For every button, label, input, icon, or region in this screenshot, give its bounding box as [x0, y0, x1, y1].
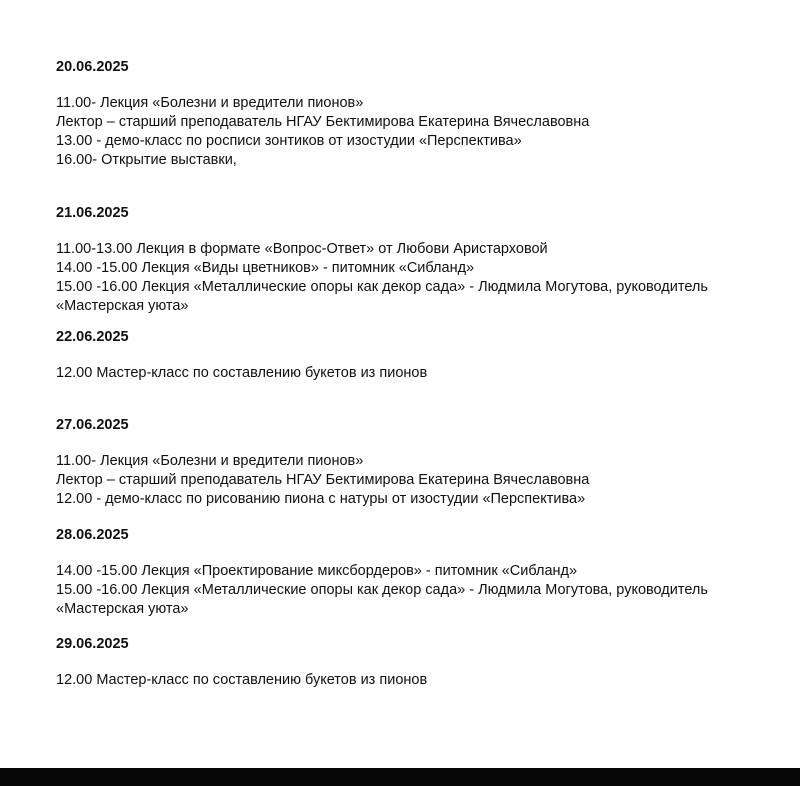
event-line: 11.00- Лекция «Болезни и вредители пионов»: [56, 453, 364, 469]
event-line: Лектор – старший преподаватель НГАУ Бектимирова Екатерина Вячеславовна: [56, 114, 590, 130]
event-line: 14.00 -15.00 Лекция «Виды цветников» - питомник «Сибланд»: [56, 260, 475, 276]
day-section: [56, 635, 427, 690]
day-section: [56, 328, 427, 383]
event-line: 11.00- Лекция «Болезни и вредители пионов»: [56, 95, 364, 111]
event-line: 11.00-13.00 Лекция в формате «Вопрос-Ответ» от Любови Аристарховой: [56, 241, 548, 257]
event-line: «Мастерская уюта»: [56, 601, 189, 617]
event-line: 13.00 - демо-класс по росписи зонтиков от изостудии «Перспектива»: [56, 133, 522, 149]
day-section: [56, 526, 708, 619]
day-section: [56, 416, 589, 509]
day-date: 20.06.2025: [56, 59, 129, 75]
event-line: 14.00 -15.00 Лекция «Проектирование миксбордеров» - питомник «Сибланд»: [56, 563, 578, 579]
event-line: Лектор – старший преподаватель НГАУ Бектимирова Екатерина Вячеславовна: [56, 472, 590, 488]
day-date: 21.06.2025: [56, 205, 129, 221]
event-line: 12.00 Мастер-класс по составлению букетов из пионов: [56, 672, 428, 688]
day-section: [56, 58, 589, 170]
event-line: 15.00 -16.00 Лекция «Металлические опоры как декор сада» - Людмила Могутова, руководитель: [56, 279, 708, 295]
bottom-bar: [0, 768, 800, 786]
event-line: «Мастерская уюта»: [56, 298, 189, 314]
event-line: 12.00 - демо-класс по рисованию пиона с натуры от изостудии «Перспектива»: [56, 491, 586, 507]
event-line: 15.00 -16.00 Лекция «Металлические опоры как декор сада» - Людмила Могутова, руководитель: [56, 582, 708, 598]
day-date: 28.06.2025: [56, 527, 129, 543]
event-line: 12.00 Мастер-класс по составлению букетов из пионов: [56, 365, 428, 381]
day-date: 29.06.2025: [56, 636, 129, 652]
event-line: 16.00- Открытие выставки,: [56, 152, 237, 168]
day-date: 27.06.2025: [56, 417, 129, 433]
day-section: [56, 204, 708, 316]
day-date: 22.06.2025: [56, 329, 129, 345]
